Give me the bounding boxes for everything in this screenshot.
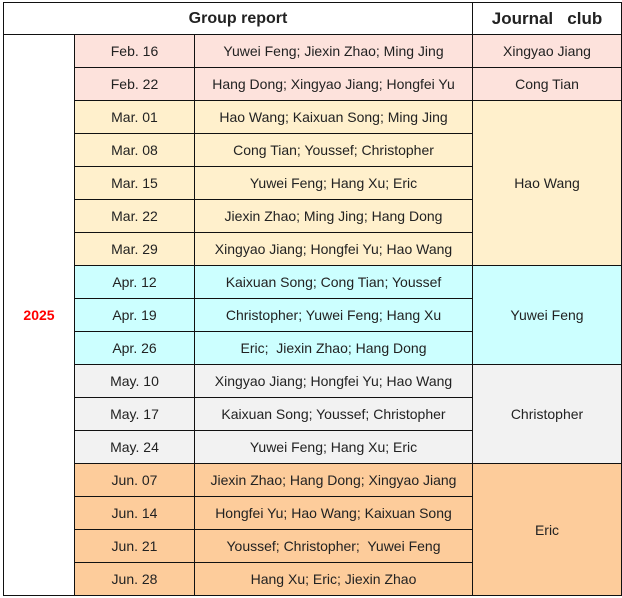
date-cell: Mar. 15 [75, 167, 195, 200]
presenters-cell: Kaixuan Song; Youssef; Christopher [195, 398, 473, 431]
date-cell: Mar. 08 [75, 134, 195, 167]
header-row [4, 3, 622, 35]
presenters-cell: Hao Wang; Kaixuan Song; Ming Jing [195, 101, 473, 134]
date-cell: Feb. 16 [75, 35, 195, 68]
date-cell: Feb. 22 [75, 68, 195, 101]
presenters-cell: Christopher; Yuwei Feng; Hang Xu [195, 299, 473, 332]
presenters-cell: Cong Tian; Youssef; Christopher [195, 134, 473, 167]
presenters-cell: Yuwei Feng; Hang Xu; Eric [195, 167, 473, 200]
presenters-cell: Hang Xu; Eric; Jiexin Zhao [195, 563, 473, 596]
table-row [4, 101, 622, 134]
date-cell: Jun. 14 [75, 497, 195, 530]
journal-club-cell: Cong Tian [473, 68, 622, 101]
presenters-cell: Kaixuan Song; Cong Tian; Youssef [195, 266, 473, 299]
presenters-cell: Yuwei Feng; Hang Xu; Eric [195, 431, 473, 464]
date-cell: Jun. 28 [75, 563, 195, 596]
journal-club-cell: Xingyao Jiang [473, 35, 622, 68]
presenters-cell: Xingyao Jiang; Hongfei Yu; Hao Wang [195, 365, 473, 398]
date-cell: Mar. 29 [75, 233, 195, 266]
table-row [4, 68, 622, 101]
journal-club-cell: Hao Wang [473, 101, 622, 266]
presenters-cell: Yuwei Feng; Jiexin Zhao; Ming Jing [195, 35, 473, 68]
journal-club-cell: Christopher [473, 365, 622, 464]
presenters-cell: Jiexin Zhao; Ming Jing; Hang Dong [195, 200, 473, 233]
group-report-header: Group report [4, 3, 473, 35]
journal-club-header: Journal club [473, 3, 622, 35]
table-row [4, 266, 622, 299]
date-cell: May. 17 [75, 398, 195, 431]
year-cell: 2025 [4, 35, 75, 596]
journal-club-cell: Eric [473, 464, 622, 596]
presenters-cell: Youssef; Christopher; Yuwei Feng [195, 530, 473, 563]
table-row [4, 365, 622, 398]
date-cell: Apr. 12 [75, 266, 195, 299]
date-cell: May. 24 [75, 431, 195, 464]
date-cell: Apr. 26 [75, 332, 195, 365]
date-cell: Jun. 21 [75, 530, 195, 563]
presenters-cell: Jiexin Zhao; Hang Dong; Xingyao Jiang [195, 464, 473, 497]
date-cell: Mar. 01 [75, 101, 195, 134]
presenters-cell: Xingyao Jiang; Hongfei Yu; Hao Wang [195, 233, 473, 266]
date-cell: Mar. 22 [75, 200, 195, 233]
presenters-cell: Eric; Jiexin Zhao; Hang Dong [195, 332, 473, 365]
presenters-cell: Hang Dong; Xingyao Jiang; Hongfei Yu [195, 68, 473, 101]
journal-club-cell: Yuwei Feng [473, 266, 622, 365]
date-cell: Apr. 19 [75, 299, 195, 332]
table-row [4, 35, 622, 68]
schedule-table [3, 2, 622, 596]
presenters-cell: Hongfei Yu; Hao Wang; Kaixuan Song [195, 497, 473, 530]
table-row [4, 464, 622, 497]
date-cell: May. 10 [75, 365, 195, 398]
date-cell: Jun. 07 [75, 464, 195, 497]
